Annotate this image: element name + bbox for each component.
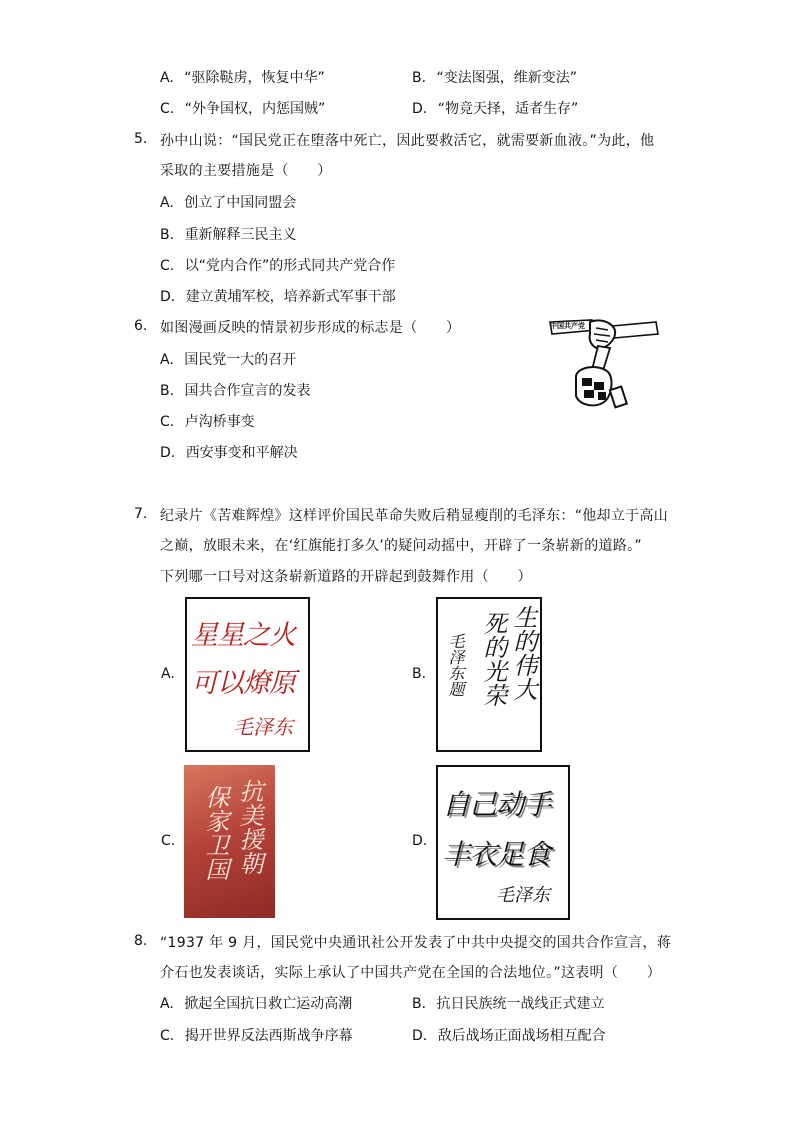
- q6-option-b: [160, 380, 311, 400]
- q8-option-d: [412, 1025, 606, 1045]
- q4-option-b: [412, 67, 577, 87]
- q8-number: 8.: [134, 933, 148, 949]
- q4-option-c: [160, 98, 325, 118]
- q5-option-b: [160, 224, 297, 244]
- handshake-cartoon: [548, 316, 660, 414]
- q5-stem-line1: 孙中山说：“国民党正在堕落中死亡，因此要救活它，就需要新血液。”为此，他: [160, 133, 655, 149]
- option-label: B.: [160, 383, 175, 399]
- q6-option-a: [160, 349, 296, 369]
- q4-option-a: [160, 67, 325, 87]
- option-text: 以“党内合作”的形式同共产党合作: [184, 258, 396, 274]
- calligraphy-line: 死的光荣: [479, 611, 507, 707]
- q5-option-d: [160, 286, 396, 306]
- q6-option-d: [160, 442, 298, 462]
- q7-option-b-label: B.: [412, 666, 427, 682]
- option-label: A.: [160, 70, 174, 86]
- option-label: D.: [412, 101, 428, 117]
- option-label: A.: [160, 195, 174, 211]
- option-label: C.: [160, 414, 175, 430]
- option-text: “外争国权，内惩国贼”: [184, 101, 326, 117]
- calligraphy-line: 星星之火: [191, 620, 295, 651]
- option-label: D.: [160, 289, 176, 305]
- option-text: 西安事变和平解决: [185, 445, 298, 461]
- option-label: C.: [160, 101, 175, 117]
- q8-stem-line1: “1937 年 9 月，国民党中央通讯社公开发表了中共中央提交的国共合作宣言，蒋: [160, 935, 672, 951]
- q8-option-c: [160, 1025, 353, 1045]
- calligraphy-line: 可以燎原: [191, 668, 295, 699]
- option-label: C.: [160, 1028, 175, 1044]
- q5-option-a: [160, 192, 296, 212]
- q6-number: 6.: [134, 318, 148, 334]
- option-label: B.: [412, 70, 427, 86]
- option-text: 重新解释三民主义: [184, 227, 297, 243]
- cartoon-caption: 中国共产党: [550, 322, 585, 330]
- q6-stem: 如图漫画反映的情景初步形成的标志是（ ）: [160, 320, 461, 336]
- calligraphy-line: 抗美援朝: [235, 779, 263, 875]
- q5-stem-line2: 采取的主要措施是（ ）: [160, 163, 332, 179]
- option-text: “变法图强，维新变法”: [436, 70, 578, 86]
- q6-option-c: [160, 411, 255, 431]
- option-label: A.: [160, 352, 174, 368]
- q5-number: 5.: [134, 131, 148, 147]
- calligraphy-signature: 毛泽东: [233, 715, 293, 739]
- q8-stem-line2: 介石也发表谈话，实际上承认了中国共产党在全国的合法地位。”这表明（ ）: [160, 965, 662, 981]
- option-text: 卢沟桥事变: [184, 414, 255, 430]
- option-text: “物竞天择，适者生存”: [437, 101, 579, 117]
- q8-option-a: [160, 993, 352, 1013]
- calligraphy-signature: 毛泽东题: [446, 633, 465, 697]
- calligraphy-signature: 毛泽东: [496, 885, 550, 906]
- option-text: 抗日民族统一战线正式建立: [436, 996, 605, 1012]
- q4-option-d: [412, 98, 578, 118]
- option-text: 创立了中国同盟会: [184, 195, 297, 211]
- option-label: B.: [412, 996, 427, 1012]
- calligraphy-image-a: [185, 597, 310, 752]
- option-label: C.: [160, 258, 175, 274]
- q7-stem-line3: 下列哪一口号对这条崭新道路的开辟起到鼓舞作用（ ）: [160, 569, 532, 585]
- calligraphy-line: 自己动手: [442, 788, 551, 821]
- calligraphy-line: 保家卫国: [201, 785, 229, 881]
- option-label: D.: [412, 1028, 428, 1044]
- q7-option-a-label: A.: [161, 666, 175, 682]
- q5-option-c: [160, 255, 395, 275]
- option-text: 国共合作宣言的发表: [184, 383, 311, 399]
- option-label: A.: [160, 996, 174, 1012]
- option-text: 敌后战场正面战场相互配合: [437, 1028, 606, 1044]
- calligraphy-image-b: [436, 597, 542, 752]
- calligraphy-line: 生的伟大: [509, 605, 537, 701]
- q7-stem-line1: 纪录片《苦难辉煌》这样评价国民革命失败后稍显瘦削的毛泽东：“他却立于高山: [160, 508, 669, 524]
- calligraphy-image-d: [436, 765, 570, 920]
- option-text: 掀起全国抗日救亡运动高潮: [184, 996, 353, 1012]
- q7-stem-line2: 之巅，放眼未来，在‘红旗能打多久’的疑问动摇中，开辟了一条崭新的道路。”: [160, 538, 642, 554]
- q7-number: 7.: [134, 506, 148, 522]
- q7-option-c-label: C.: [161, 833, 176, 849]
- option-text: 国民党一大的召开: [184, 352, 297, 368]
- option-label: D.: [160, 445, 176, 461]
- q8-option-b: [412, 993, 605, 1013]
- q7-option-d-label: D.: [412, 833, 428, 849]
- calligraphy-image-c: [184, 765, 275, 918]
- option-label: B.: [160, 227, 175, 243]
- option-text: “驱除鞑虏，恢复中华”: [184, 70, 325, 86]
- option-text: 揭开世界反法西斯战争序幕: [184, 1028, 353, 1044]
- calligraphy-line: 丰衣足食: [442, 838, 551, 871]
- option-text: 建立黄埔军校，培养新式军事干部: [185, 289, 396, 305]
